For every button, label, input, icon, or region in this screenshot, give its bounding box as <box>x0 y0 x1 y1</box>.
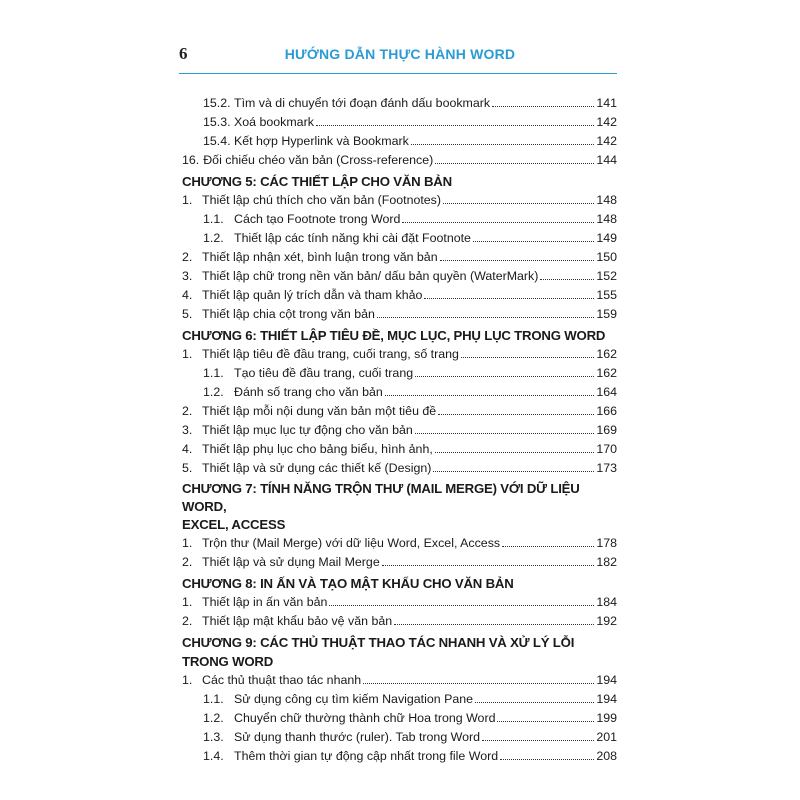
dot-leader <box>415 376 594 377</box>
toc-entry[interactable] <box>182 402 617 421</box>
entry-label: Đánh số trang cho văn bản <box>234 385 383 399</box>
entry-page: 155 <box>596 288 617 302</box>
dot-leader <box>540 279 594 280</box>
entry-number: 3. <box>182 423 193 437</box>
entry-number: 1.1. <box>203 212 224 226</box>
entry-number: 3. <box>182 269 193 283</box>
entry-label: Thiết lập và sử dụng Mail Merge <box>202 555 380 569</box>
entry-page: 182 <box>596 555 617 569</box>
dot-leader <box>433 471 594 472</box>
entry-number: 1.1. <box>203 366 224 380</box>
entry-number: 16. <box>182 153 200 167</box>
entry-label: Thiết lập tiêu đề đầu trang, cuối trang, số trang <box>202 347 459 361</box>
dot-leader <box>402 222 594 223</box>
entry-number: 4. <box>182 288 193 302</box>
entry-page: 142 <box>596 134 617 148</box>
table-of-contents <box>182 94 617 766</box>
entry-label: Thiết lập và sử dụng các thiết kế (Design) <box>202 461 432 475</box>
toc-entry[interactable] <box>182 248 617 267</box>
entry-page: 159 <box>596 307 617 321</box>
entry-label: Thiết lập phụ lục cho bảng biểu, hình ảnh, <box>202 442 433 456</box>
header-rule <box>179 73 617 74</box>
running-title: HƯỚNG DẪN THỰC HÀNH WORD <box>284 46 516 62</box>
entry-label: Thiết lập in ấn văn bản <box>202 595 328 609</box>
entry-page: 192 <box>596 614 617 628</box>
entry-number: 1. <box>182 595 193 609</box>
toc-entry[interactable] <box>182 267 617 286</box>
entry-page: 178 <box>596 536 617 550</box>
toc-entry[interactable] <box>182 345 617 364</box>
dot-leader <box>411 144 595 145</box>
dot-leader <box>440 260 595 261</box>
dot-leader <box>502 546 594 547</box>
entry-page: 184 <box>596 595 617 609</box>
entry-label: Kết hợp Hyperlink và Bookmark <box>234 134 409 148</box>
toc-entry[interactable] <box>182 612 617 631</box>
entry-page: 173 <box>596 461 617 475</box>
entry-page: 169 <box>596 423 617 437</box>
chapter-heading[interactable]: CHƯƠNG 6: THIẾT LẬP TIÊU ĐỀ, MỤC LỤC, PHỤ LỤC TRONG WORD <box>182 328 606 343</box>
dot-leader <box>363 683 594 684</box>
entry-number: 1. <box>182 673 193 687</box>
toc-entry[interactable] <box>182 94 617 113</box>
chapter-heading[interactable]: CHƯƠNG 5: CÁC THIẾT LẬP CHO VĂN BẢN <box>182 174 452 189</box>
entry-page: 166 <box>596 404 617 418</box>
entry-number: 2. <box>182 250 193 264</box>
toc-entry[interactable] <box>182 459 617 478</box>
entry-number: 1. <box>182 536 193 550</box>
dot-leader <box>435 163 594 164</box>
toc-entry[interactable] <box>182 210 617 229</box>
entry-page: 201 <box>596 730 617 744</box>
dot-leader <box>329 605 594 606</box>
entry-number: 15.3. <box>203 115 231 129</box>
toc-entry[interactable] <box>182 440 617 459</box>
toc-entry[interactable] <box>182 690 617 709</box>
dot-leader <box>475 702 594 703</box>
toc-entry[interactable] <box>182 534 617 553</box>
chapter-heading-line: EXCEL, ACCESS <box>182 517 286 532</box>
chapter-heading[interactable] <box>182 480 617 534</box>
entry-label: Trộn thư (Mail Merge) với dữ liệu Word, Excel, Access <box>202 536 501 550</box>
toc-entry[interactable] <box>182 709 617 728</box>
entry-number: 5. <box>182 307 193 321</box>
dot-leader <box>385 395 595 396</box>
entry-page: 141 <box>596 96 617 110</box>
entry-number: 1.1. <box>203 692 224 706</box>
toc-entry[interactable] <box>182 553 617 572</box>
dot-leader <box>415 433 595 434</box>
toc-entry[interactable] <box>182 593 617 612</box>
toc-entry[interactable] <box>182 113 617 132</box>
dot-leader <box>482 740 594 741</box>
dot-leader <box>473 241 594 242</box>
entry-label: Đối chiếu chéo văn bản (Cross-reference) <box>203 153 434 167</box>
entry-page: 164 <box>596 385 617 399</box>
entry-number: 2. <box>182 404 193 418</box>
dot-leader <box>435 452 595 453</box>
toc-entry[interactable] <box>182 286 617 305</box>
entry-page: 194 <box>596 692 617 706</box>
entry-number: 1.3. <box>203 730 224 744</box>
entry-label: Thiết lập chữ trong nền văn bản/ dấu bản quyền (WaterMark) <box>202 269 539 283</box>
entry-label: Thiết lập nhận xét, bình luận trong văn bản <box>202 250 438 264</box>
entry-label: Thiết lập mục lục tự động cho văn bản <box>202 423 413 437</box>
entry-number: 1. <box>182 347 193 361</box>
entry-page: 148 <box>596 193 617 207</box>
entry-page: 194 <box>596 673 617 687</box>
toc-entry[interactable] <box>182 383 617 402</box>
entry-number: 15.4. <box>203 134 231 148</box>
entry-number: 1.2. <box>203 711 224 725</box>
toc-entry[interactable] <box>182 747 617 766</box>
dot-leader <box>316 125 594 126</box>
entry-label: Thiết lập mật khẩu bảo vệ văn bản <box>202 614 393 628</box>
dot-leader <box>500 759 594 760</box>
entry-number: 1.2. <box>203 231 224 245</box>
toc-entry[interactable] <box>182 151 617 170</box>
toc-entry[interactable] <box>182 671 617 690</box>
chapter-heading[interactable]: CHƯƠNG 9: CÁC THỦ THUẬT THAO TÁC NHANH VÀ XỬ LÝ LỖI TRONG WORD <box>182 635 575 669</box>
entry-label: Sử dụng công cụ tìm kiếm Navigation Pane <box>234 692 474 706</box>
entry-page: 150 <box>596 250 617 264</box>
entry-label: Thiết lập mỗi nội dung văn bản một tiêu đề <box>202 404 437 418</box>
entry-number: 1. <box>182 193 193 207</box>
entry-number: 15.2. <box>203 96 231 110</box>
toc-entry[interactable] <box>182 132 617 151</box>
toc-entry[interactable] <box>182 191 617 210</box>
entry-label: Chuyển chữ thường thành chữ Hoa trong Word <box>234 711 496 725</box>
chapter-heading[interactable]: CHƯƠNG 8: IN ẤN VÀ TẠO MẬT KHẨU CHO VĂN BẢN <box>182 576 514 591</box>
page-number: 6 <box>179 44 188 63</box>
entry-page: 148 <box>596 212 617 226</box>
entry-page: 152 <box>596 269 617 283</box>
entry-page: 199 <box>596 711 617 725</box>
dot-leader <box>424 298 594 299</box>
entry-label: Tạo tiêu đề đầu trang, cuối trang <box>234 366 414 380</box>
entry-page: 162 <box>596 347 617 361</box>
entry-label: Cách tạo Footnote trong Word <box>234 212 401 226</box>
entry-page: 162 <box>596 366 617 380</box>
entry-page: 142 <box>596 115 617 129</box>
entry-label: Xoá bookmark <box>234 115 314 129</box>
dot-leader <box>394 624 594 625</box>
entry-label: Tìm và di chuyển tới đoạn đánh dấu bookmark <box>234 96 491 110</box>
entry-label: Thêm thời gian tự động cập nhất trong file Word <box>234 749 499 763</box>
entry-page: 144 <box>596 153 617 167</box>
entry-number: 2. <box>182 555 193 569</box>
chapter-heading-line: CHƯƠNG 7: TÍNH NĂNG TRỘN THƯ (MAIL MERGE) VỚI DỮ LIỆU WORD, <box>182 481 580 514</box>
entry-number: 5. <box>182 461 193 475</box>
toc-entry[interactable] <box>182 229 617 248</box>
entry-label: Thiết lập chia cột trong văn bản <box>202 307 375 321</box>
entry-label: Thiết lập chú thích cho văn bản (Footnotes) <box>202 193 442 207</box>
entry-label: Các thủ thuật thao tác nhanh <box>202 673 362 687</box>
entry-page: 170 <box>596 442 617 456</box>
dot-leader <box>382 565 595 566</box>
entry-page: 208 <box>596 749 617 763</box>
dot-leader <box>492 106 594 107</box>
entry-number: 2. <box>182 614 193 628</box>
dot-leader <box>443 203 594 204</box>
entry-label: Thiết lập quản lý trích dẫn và tham khảo <box>202 288 423 302</box>
entry-page: 149 <box>596 231 617 245</box>
entry-label: Sử dụng thanh thước (ruler). Tab trong Word <box>234 730 481 744</box>
entry-number: 1.4. <box>203 749 224 763</box>
entry-label: Thiết lập các tính năng khi cài đặt Footnote <box>234 231 471 245</box>
dot-leader <box>497 721 594 722</box>
toc-entry[interactable] <box>182 364 617 383</box>
dot-leader <box>461 357 594 358</box>
toc-entry[interactable] <box>182 421 617 440</box>
dot-leader <box>438 414 594 415</box>
entry-number: 4. <box>182 442 193 456</box>
dot-leader <box>377 317 594 318</box>
toc-entry[interactable] <box>182 728 617 747</box>
toc-entry[interactable] <box>182 305 617 324</box>
entry-number: 1.2. <box>203 385 224 399</box>
